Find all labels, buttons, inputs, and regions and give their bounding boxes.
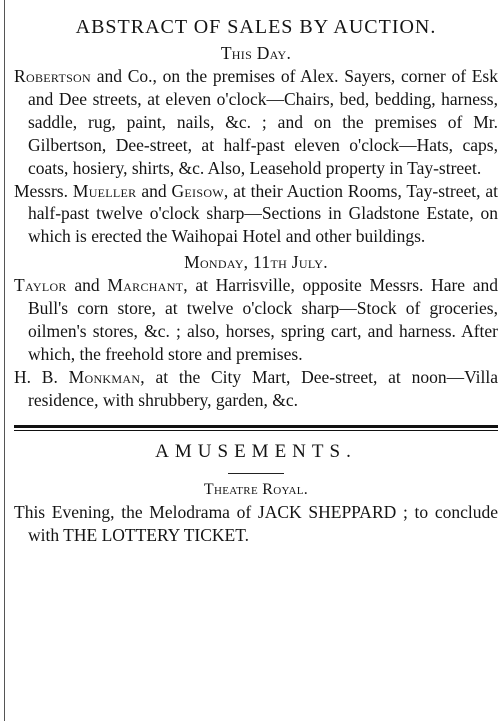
auctioneer-name: Monkman — [68, 366, 141, 387]
amusement-notice: This Evening, the Melodrama of JACK SHEPPARD ; to conclude with THE LOTTERY TICKET. — [14, 501, 498, 545]
auction-entry-taylor-marchant — [14, 274, 498, 366]
entry-text: , at the City Mart, Dee-street, at noon—Villa residence, with shrubbery, garden, &c. — [28, 366, 499, 410]
entry-text: , at their Auction Rooms, Tay-street, at half-past twelve o'clock sharp—Sections in Gladstone Estate, on which is erected the Waihopai Hotel and other buildings. — [28, 180, 498, 247]
section-title: ABSTRACT OF SALES BY AUCTION. — [75, 16, 437, 38]
entry-connector: and — [136, 180, 172, 201]
auctioneer-name: Taylor — [14, 275, 67, 296]
entry-prefix: Messrs. — [14, 180, 73, 201]
auctioneer-name: Geisow — [171, 180, 224, 201]
entry-connector: and — [66, 275, 108, 296]
entry-text: , at Harrisville, opposite Messrs. Hare and Bull's corn store, at twelve o'clock sharp—Stock of groceries, oilmen's stores, &c. ; also, horses, spring cart, and harness. After which, the freehold store and premises. — [28, 275, 498, 364]
auctioneer-name: Robertson — [14, 66, 91, 86]
date-subheading-monday: Monday, 11th July. — [184, 252, 328, 273]
column-border — [4, 0, 5, 721]
auction-entry-monkman — [14, 366, 498, 412]
entry-prefix: H. B. — [14, 366, 69, 387]
amusements-heading: AMUSEMENTS. — [155, 440, 357, 462]
auction-entry-mueller-geisow — [14, 180, 498, 249]
section-divider-thin — [14, 430, 498, 431]
section-divider-thick — [14, 425, 498, 428]
newspaper-column — [14, 0, 498, 547]
date-subheading-this-day: This Day. — [220, 43, 292, 63]
auctioneer-name: Marchant — [107, 275, 184, 296]
short-divider — [228, 473, 284, 474]
theatre-subheading: Theatre Royal. — [203, 480, 309, 498]
auction-entry-robertson — [14, 65, 498, 180]
entry-text: and Co., on the premises of Alex. Sayers, corner of Esk and Dee streets, at eleven o'clock—Chairs, bed, bedding, harness, saddle, rug, paint, nails, &c. ; and on the premises of Mr. Gilbertson, Dee-street, at half-past eleven o'clock—Hats, caps, coats, hosiery, shirts, &c. Also, Leasehold property in Tay-street. — [28, 66, 498, 178]
auctioneer-name: Mueller — [72, 180, 137, 201]
